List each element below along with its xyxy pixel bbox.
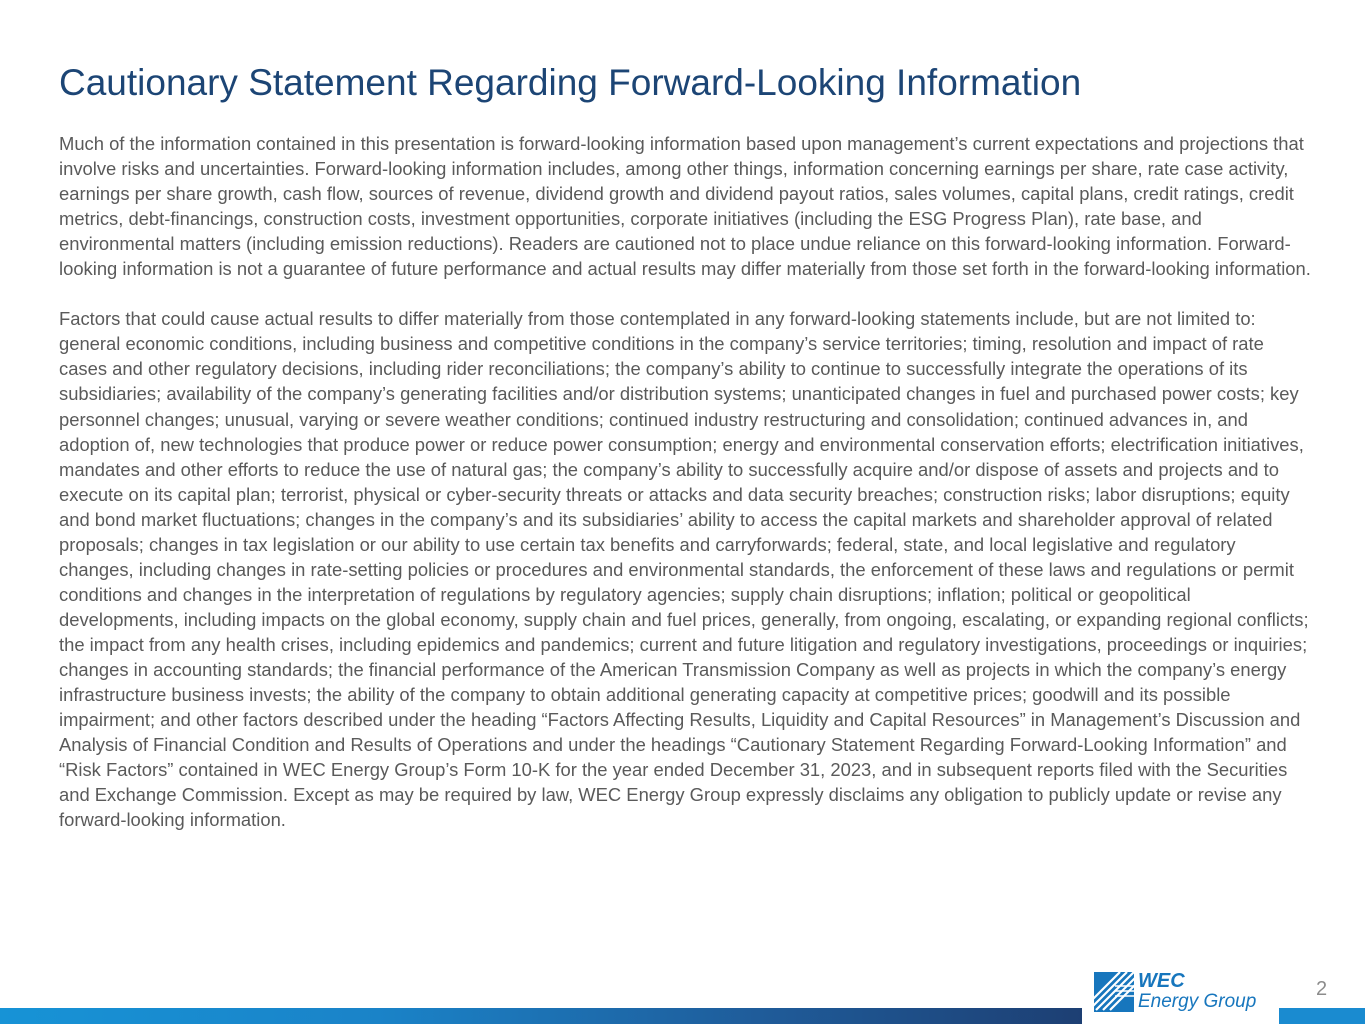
footer-bar-left: [0, 1008, 1082, 1024]
footer-bar: [0, 1008, 1365, 1024]
footer-bar-right: [1279, 1008, 1365, 1024]
slide-title: Cautionary Statement Regarding Forward-Looking Information: [59, 62, 1082, 103]
logo-text-energy-group: Energy Group: [1138, 991, 1257, 1012]
page-number: 2: [1316, 978, 1328, 1000]
intro-paragraph: Much of the information contained in this presentation is forward-looking information based upon management’s current expectations and projections that involve risks and uncertainties. Forward-looking information includes, among other things, information concerning earnings per share, rate case activity, earnings per share growth, cash flow, sources of revenue, dividend growth and dividend payout ratios, sales volumes, capital plans, credit ratings, credit metrics, debt-financings, construction costs, investment opportunities, corporate initiatives (including the ESG Progress Plan), rate base, and environmental matters (including emission reductions). Readers are cautioned not to place undue reliance on this forward-looking information. Forward-looking information is not a guarantee of future performance and actual results may differ materially from those set forth in the forward-looking information.: [59, 133, 1311, 280]
wec-logo-mark-icon: [1094, 972, 1134, 1012]
logo-text-wec: WEC: [1138, 970, 1185, 992]
slide-body: [59, 131, 1311, 832]
risk-factors-paragraph: Factors that could cause actual results to differ materially from those contemplated in any forward-looking statements include, but are not limited to: general economic conditions, including business and competitive conditions in the company’s service territories; timing, resolution and impact of rate cases and other regulatory decisions, including rider reconciliations; the company’s ability to continue to successfully integrate the operations of its subsidiaries; availability of the company’s generating facilities and/or distribution systems; unanticipated changes in fuel and purchased power costs; key personnel changes; unusual, varying or severe weather conditions; continued industry restructuring and consolidation; continued advances in, and adoption of, new technologies that produce power or reduce power consumption; energy and environmental conservation efforts; electrification initiatives, mandates and other efforts to reduce the use of natural gas; the company’s ability to successfully acquire and/or dispose of assets and projects and to execute on its capital plan; terrorist, physical or cyber-security threats or attacks and data security breaches; construction risks; labor disruptions; equity and bond market fluctuations; changes in the company’s and its subsidiaries’ ability to access the capital markets and shareholder approval of related proposals; changes in tax legislation or our ability to use certain tax benefits and carryforwards; federal, state, and local legislative and regulatory changes, including changes in rate-setting policies or procedures and environmental standards, the enforcement of these laws and regulations or permit conditions and changes in the interpretation of regulations by regulatory agencies; supply chain disruptions; inflation; political or geopolitical developments, including impacts on the global economy, supply chain and fuel prices, generally, from ongoing, escalating, or expanding regional conflicts; the impact from any health crises, including epidemics and pandemics; current and future litigation and regulatory investigations, proceedings or inquiries; changes in accounting standards; the financial performance of the American Transmission Company as well as projects in which the company’s energy infrastructure business invests; the ability of the company to obtain additional generating capacity at competitive prices; goodwill and its possible impairment; and other factors described under the heading “Factors Affecting Results, Liquidity and Capital Resources” in Management’s Discussion and Analysis of Financial Condition and Results of Operations and under the headings “Cautionary Statement Regarding Forward-Looking Information” and “Risk Factors” contained in WEC Energy Group’s Form 10-K for the year ended December 31, 2023, and in subsequent reports filed with the Securities and Exchange Commission. Except as may be required by law, WEC Energy Group expressly disclaims any obligation to publicly update or revise any forward-looking information.: [59, 308, 1309, 831]
